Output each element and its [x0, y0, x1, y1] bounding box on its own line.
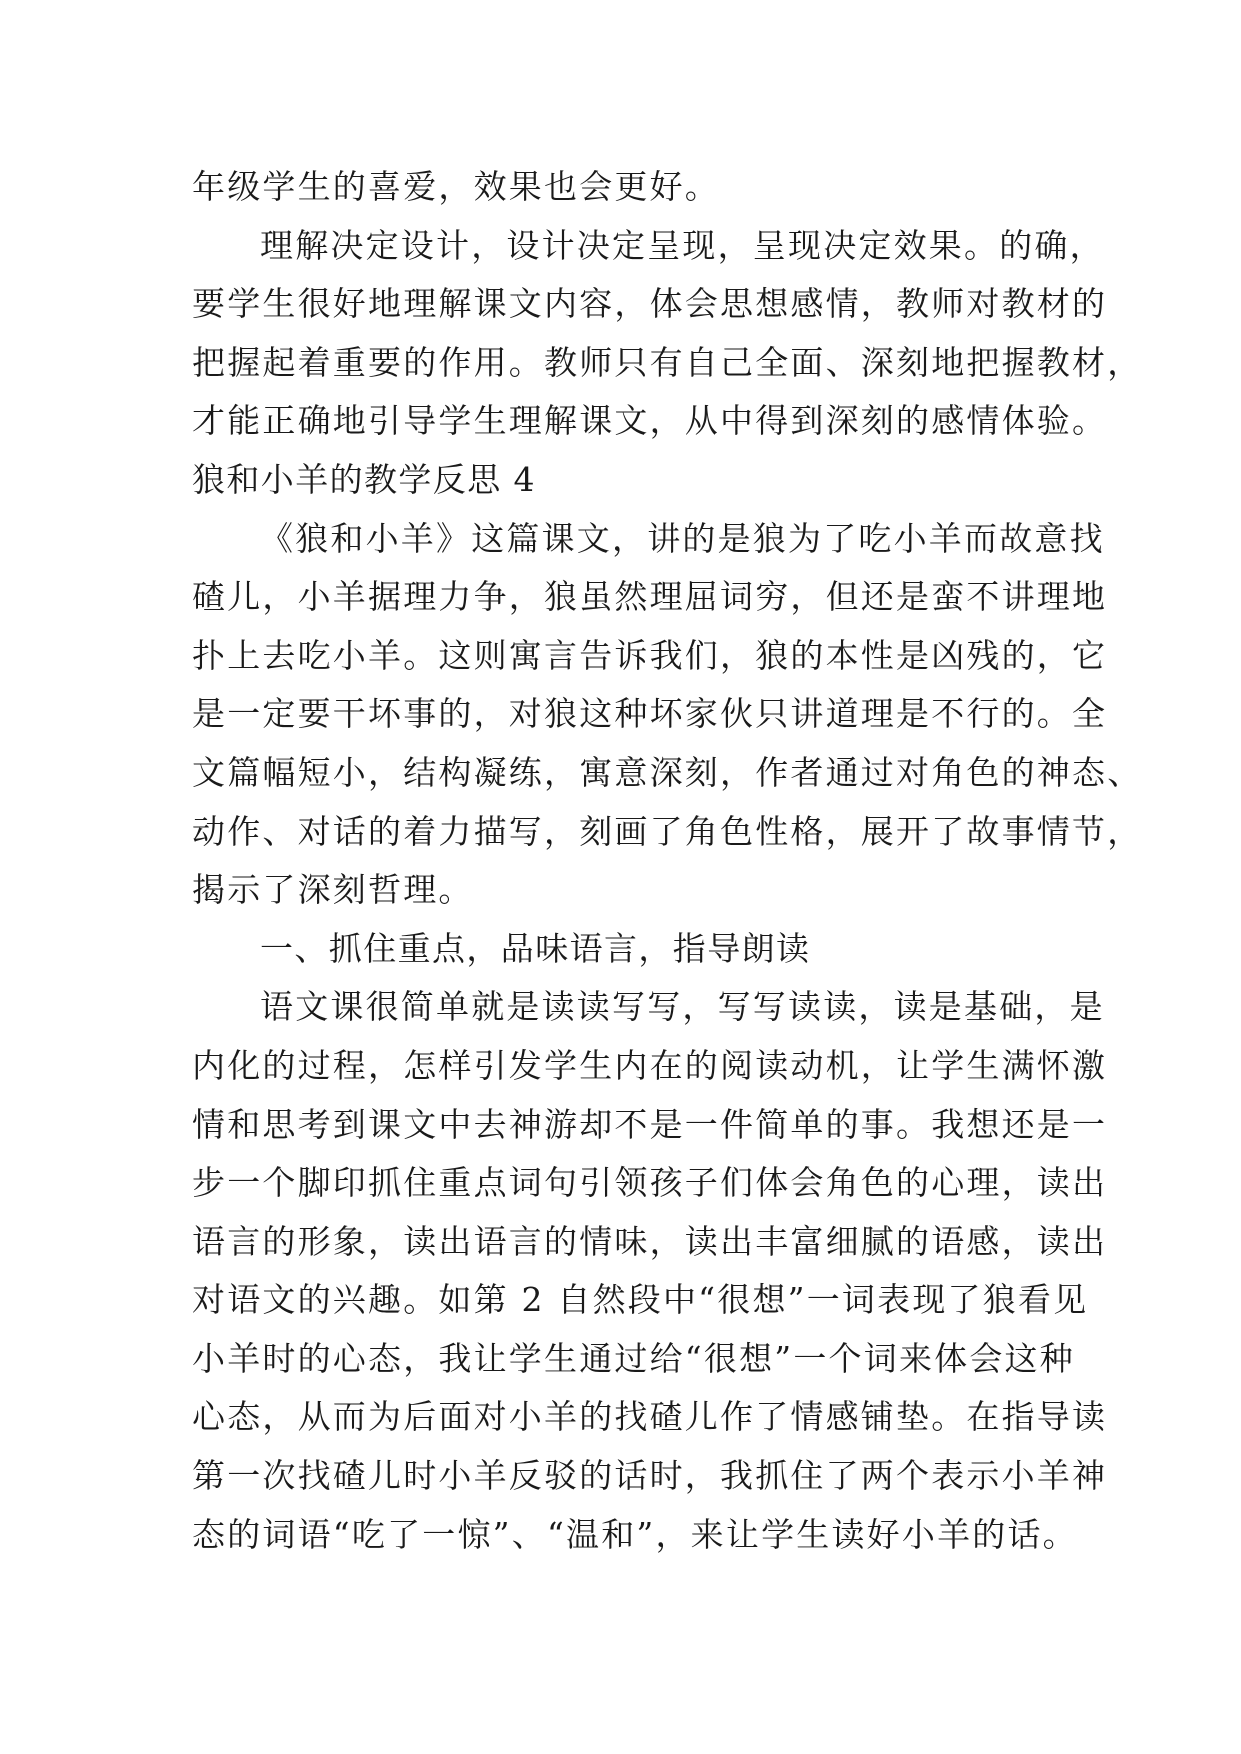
text-line: 语言的形象，读出语言的情味，读出丰富细腻的语感，读出	[192, 1221, 1108, 1261]
paragraph-first-line: 语文课很简单就是读读写写，写写读读，读是基础，是	[260, 987, 1105, 1027]
text-line: 把握起着重要的作用。教师只有自己全面、深刻地把握教材，	[192, 342, 1143, 382]
text-line: 内化的过程，怎样引发学生内在的阅读动机，让学生满怀激	[192, 1045, 1108, 1085]
text-line: 第一次找碴儿时小羊反驳的话时，我抓住了两个表示小羊神	[192, 1456, 1108, 1496]
text-line: 动作、对话的着力描写，刻画了角色性格，展开了故事情节，	[192, 811, 1143, 851]
text-line: 要学生很好地理解课文内容，体会思想感情，教师对教材的	[192, 284, 1108, 324]
text-line: 是一定要干坏事的，对狼这种坏家伙只讲道理是不行的。全	[192, 694, 1108, 734]
subheading: 一、抓住重点，品味语言，指导朗读	[260, 928, 811, 968]
text-line: 对语文的兴趣。如第 2 自然段中“很想”一词表现了狼看见	[192, 1280, 1089, 1320]
text-line: 情和思考到课文中去神游却不是一件简单的事。我想还是一	[192, 1104, 1108, 1144]
text-line: 扑上去吃小羊。这则寓言告诉我们，狼的本性是凶残的，它	[192, 635, 1108, 675]
section-title: 狼和小羊的教学反思 4	[192, 459, 536, 499]
text-line: 年级学生的喜爱，效果也会更好。	[192, 167, 720, 206]
text-line: 态的词语“吃了一惊”、“温和”，来让学生读好小羊的话。	[192, 1514, 1078, 1554]
paragraph-first-line: 理解决定设计，设计决定呈现，呈现决定效果。的确，	[260, 225, 1105, 265]
text-line: 揭示了深刻哲理。	[192, 870, 474, 910]
paragraph-first-line: 《狼和小羊》这篇课文，讲的是狼为了吃小羊而故意找	[260, 518, 1105, 558]
text-line: 心态，从而为后面对小羊的找碴儿作了情感铺垫。在指导读	[192, 1397, 1108, 1437]
text-line: 小羊时的心态，我让学生通过给“很想”一个词来体会这种	[192, 1338, 1075, 1378]
text-line: 文篇幅短小，结构凝练，寓意深刻，作者通过对角色的神态、	[192, 752, 1143, 792]
document-body	[192, 158, 1143, 1564]
text-line: 碴儿，小羊据理力争，狼虽然理屈词穷，但还是蛮不讲理地	[192, 577, 1108, 617]
text-line: 才能正确地引导学生理解课文，从中得到深刻的感情体验。	[192, 401, 1108, 441]
text-line: 步一个脚印抓住重点词句引领孩子们体会角色的心理，读出	[192, 1163, 1108, 1203]
